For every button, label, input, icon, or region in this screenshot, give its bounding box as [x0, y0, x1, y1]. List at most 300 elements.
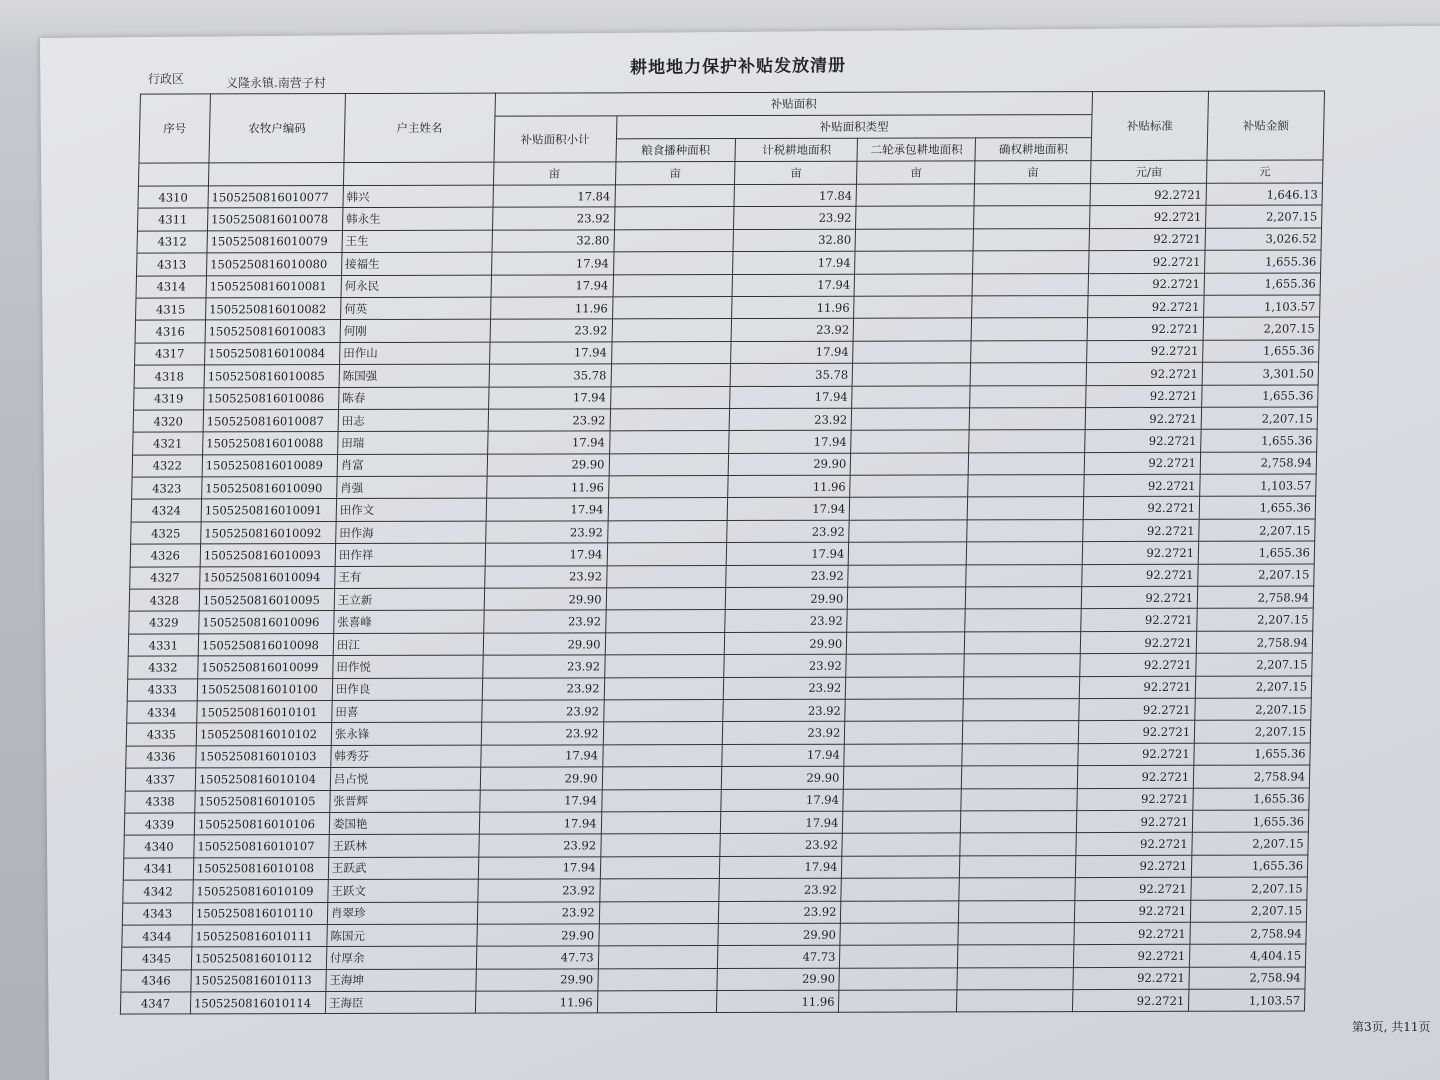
cell-amount: 2,758.94	[1190, 922, 1306, 945]
cell-name: 张晋辉	[330, 790, 480, 813]
cell-code: 1505250816010110	[192, 902, 327, 925]
cell-name: 娄国艳	[329, 812, 479, 835]
cell-tax: 23.92	[723, 699, 845, 722]
cell-seq: 4315	[136, 298, 206, 321]
cell-amount: 1,655.36	[1194, 743, 1310, 766]
table-row	[124, 810, 1309, 835]
cell-tax: 17.84	[734, 184, 856, 207]
cell-grain	[599, 901, 719, 924]
table-row	[134, 362, 1319, 387]
cell-tax: 23.92	[730, 408, 852, 431]
cell-seq: 4327	[130, 567, 200, 590]
table-row	[128, 653, 1313, 678]
cell-seq: 4326	[130, 544, 200, 567]
cell-seq: 4313	[136, 253, 206, 276]
cell-name: 何永民	[341, 275, 491, 298]
cell-area-total: 17.94	[479, 812, 601, 835]
region-value: 义隆永镇.南营子村	[226, 76, 326, 90]
cell-contract	[844, 766, 962, 789]
cell-amount: 2,207.15	[1192, 832, 1308, 855]
cell-seq: 4344	[122, 925, 192, 948]
cell-code: 1505250816010078	[207, 208, 342, 231]
cell-amount: 1,655.36	[1199, 496, 1315, 519]
table-row	[138, 183, 1323, 208]
header-seq: 序号	[139, 94, 210, 163]
cell-code: 1505250816010095	[199, 589, 334, 612]
cell-standard: 92.2721	[1083, 519, 1199, 542]
cell-confirm	[966, 587, 1082, 610]
table-row	[122, 899, 1307, 924]
cell-name: 王跃武	[328, 857, 478, 880]
table-row	[136, 273, 1321, 298]
cell-confirm	[961, 811, 1077, 834]
cell-name: 田作文	[336, 499, 486, 522]
cell-code: 1505250816010092	[201, 521, 336, 544]
cell-tax: 29.90	[722, 766, 844, 789]
cell-grain	[607, 543, 727, 566]
cell-tax: 23.92	[720, 834, 842, 857]
unit-code-blank	[208, 163, 343, 186]
subsidy-table	[120, 90, 1325, 1015]
table-row	[130, 541, 1315, 566]
cell-code: 1505250816010102	[196, 723, 331, 746]
cell-seq: 4314	[136, 275, 206, 298]
cell-area-total: 29.90	[476, 969, 598, 992]
cell-seq: 4336	[126, 746, 196, 769]
cell-contract	[855, 229, 973, 252]
cell-code: 1505250816010101	[197, 701, 332, 724]
cell-tax: 32.80	[733, 229, 855, 252]
table-row	[121, 967, 1306, 992]
cell-grain	[611, 341, 731, 364]
cell-confirm	[961, 788, 1077, 811]
cell-confirm	[964, 676, 1080, 699]
cell-name: 田作海	[336, 521, 486, 544]
cell-amount: 2,207.15	[1190, 899, 1306, 922]
cell-seq: 4310	[138, 186, 208, 209]
cell-tax: 17.94	[733, 251, 855, 274]
cell-tax: 47.73	[718, 945, 840, 968]
cell-tax: 23.92	[724, 677, 846, 700]
cell-amount: 1,655.36	[1202, 384, 1318, 407]
cell-grain	[604, 677, 724, 700]
cell-contract	[854, 296, 972, 319]
cell-area-total: 23.92	[483, 610, 605, 633]
table-row	[125, 788, 1310, 813]
cell-seq: 4331	[128, 634, 198, 657]
cell-confirm	[966, 564, 1082, 587]
cell-seq: 4335	[126, 723, 196, 746]
cell-standard: 92.2721	[1086, 385, 1202, 408]
cell-code: 1505250816010084	[204, 342, 339, 365]
cell-amount: 1,655.36	[1198, 541, 1314, 564]
cell-confirm	[962, 743, 1078, 766]
cell-seq: 4312	[137, 231, 207, 254]
table-row	[126, 743, 1311, 768]
cell-code: 1505250816010083	[205, 320, 340, 343]
cell-amount: 1,103.57	[1200, 474, 1316, 497]
cell-grain	[600, 834, 720, 857]
cell-confirm	[970, 385, 1086, 408]
cell-name: 王跃文	[328, 879, 478, 902]
cell-grain	[610, 386, 730, 409]
cell-amount: 2,207.15	[1191, 877, 1307, 900]
cell-confirm	[967, 519, 1083, 542]
cell-contract	[849, 520, 967, 543]
cell-area-total: 23.92	[490, 319, 612, 342]
cell-area-total: 17.84	[493, 185, 615, 208]
cell-tax: 29.90	[725, 632, 847, 655]
cell-amount: 2,758.94	[1189, 967, 1305, 990]
cell-seq: 4334	[127, 701, 197, 724]
table-row	[130, 564, 1315, 589]
cell-standard: 92.2721	[1078, 743, 1194, 766]
cell-name: 王海臣	[325, 991, 475, 1014]
cell-code: 1505250816010079	[207, 230, 342, 253]
cell-confirm	[959, 900, 1075, 923]
cell-seq: 4347	[120, 992, 190, 1015]
cell-code: 1505250816010109	[193, 880, 328, 903]
cell-seq: 4328	[129, 589, 199, 612]
cell-name: 何英	[340, 297, 490, 320]
cell-standard: 92.2721	[1074, 922, 1190, 945]
cell-area-total: 17.94	[485, 543, 607, 566]
table-body	[120, 183, 1322, 1015]
cell-amount: 2,207.15	[1201, 407, 1317, 430]
cell-contract	[852, 385, 970, 408]
cell-confirm	[963, 721, 1079, 744]
cell-grain	[598, 946, 718, 969]
cell-tax: 35.78	[731, 363, 853, 386]
cell-standard: 92.2721	[1076, 855, 1192, 878]
cell-confirm	[964, 654, 1080, 677]
cell-tax: 23.92	[734, 207, 856, 230]
cell-code: 1505250816010114	[190, 992, 325, 1015]
table-row	[135, 317, 1320, 342]
cell-confirm	[960, 855, 1076, 878]
cell-seq: 4342	[123, 880, 193, 903]
cell-seq: 4316	[135, 320, 205, 343]
subsidy-table-wrapper	[120, 90, 1350, 1015]
table-row	[120, 989, 1305, 1014]
cell-name: 肖强	[337, 476, 487, 499]
cell-contract	[846, 654, 964, 677]
cell-code: 1505250816010108	[193, 857, 328, 880]
cell-standard: 92.2721	[1073, 989, 1189, 1012]
cell-seq: 4346	[121, 970, 191, 993]
cell-contract	[840, 923, 958, 946]
unit-contract: 亩	[857, 161, 975, 184]
header-amount: 补贴金额	[1207, 91, 1324, 160]
cell-code: 1505250816010105	[195, 790, 330, 813]
table-row	[123, 877, 1308, 902]
cell-name: 田瑞	[337, 431, 487, 454]
cell-contract	[852, 363, 970, 386]
cell-standard: 92.2721	[1077, 810, 1193, 833]
cell-grain	[613, 252, 733, 275]
cell-contract	[855, 251, 973, 274]
cell-grain	[602, 744, 722, 767]
cell-grain	[597, 991, 717, 1014]
table-row	[136, 295, 1321, 320]
table-row	[124, 832, 1309, 857]
document-title: 耕地地力保护补贴发放清册	[629, 55, 847, 79]
cell-standard: 92.2721	[1079, 676, 1195, 699]
region-label: 行政区	[148, 72, 185, 86]
cell-contract	[851, 408, 969, 431]
cell-amount: 1,103.57	[1188, 989, 1304, 1012]
table-row	[129, 608, 1314, 633]
cell-amount: 1,103.57	[1204, 295, 1320, 318]
cell-standard: 92.2721	[1087, 318, 1203, 341]
cell-standard: 92.2721	[1090, 206, 1206, 229]
cell-confirm	[972, 273, 1088, 296]
table-row	[121, 944, 1306, 969]
cell-standard: 92.2721	[1081, 609, 1197, 632]
cell-standard: 92.2721	[1088, 295, 1204, 318]
table-row	[122, 922, 1307, 947]
cell-contract	[842, 856, 960, 879]
cell-standard: 92.2721	[1088, 273, 1204, 296]
table-row	[136, 250, 1321, 275]
cell-grain	[606, 565, 726, 588]
cell-contract	[853, 318, 971, 341]
cell-area-total: 32.80	[492, 230, 614, 253]
cell-tax: 23.92	[726, 565, 848, 588]
table-row	[129, 586, 1314, 611]
cell-confirm	[968, 475, 1084, 498]
cell-grain	[605, 632, 725, 655]
cell-grain	[609, 431, 729, 454]
cell-seq: 4317	[135, 343, 205, 366]
cell-confirm	[967, 497, 1083, 520]
cell-standard: 92.2721	[1085, 430, 1201, 453]
cell-code: 1505250816010099	[198, 656, 333, 679]
cell-seq: 4329	[129, 611, 199, 634]
cell-grain	[601, 811, 721, 834]
cell-grain	[615, 185, 735, 208]
cell-standard: 92.2721	[1085, 407, 1201, 430]
cell-confirm	[969, 430, 1085, 453]
cell-confirm	[971, 318, 1087, 341]
cell-name: 张永锋	[331, 723, 481, 746]
cell-grain	[608, 476, 728, 499]
cell-name: 田作悦	[333, 655, 483, 678]
header-contract: 二轮承包耕地面积	[857, 138, 975, 161]
cell-area-total: 23.92	[478, 834, 600, 857]
cell-confirm	[957, 967, 1073, 990]
cell-tax: 29.90	[726, 587, 848, 610]
cell-tax: 17.94	[722, 744, 844, 767]
cell-area-total: 29.90	[483, 633, 605, 656]
cell-tax: 11.96	[717, 990, 839, 1013]
cell-code: 1505250816010089	[202, 454, 337, 477]
cell-confirm	[965, 609, 1081, 632]
cell-name: 王生	[342, 230, 492, 253]
cell-contract	[841, 878, 959, 901]
cell-area-total: 11.96	[486, 476, 608, 499]
cell-standard: 92.2721	[1090, 183, 1206, 206]
cell-area-total: 47.73	[476, 946, 598, 969]
cell-tax: 17.94	[731, 341, 853, 364]
cell-seq: 4338	[125, 790, 195, 813]
cell-grain	[606, 588, 726, 611]
cell-area-total: 29.90	[477, 924, 599, 947]
cell-code: 1505250816010107	[194, 835, 329, 858]
cell-standard: 92.2721	[1081, 586, 1197, 609]
cell-tax: 17.94	[721, 811, 843, 834]
cell-amount: 2,207.15	[1199, 519, 1315, 542]
cell-name: 田志	[338, 409, 488, 432]
unit-name-blank	[343, 162, 493, 185]
cell-confirm	[965, 631, 1081, 654]
cell-area-total: 23.92	[481, 722, 603, 745]
cell-area-total: 35.78	[489, 364, 611, 387]
cell-code: 1505250816010096	[199, 611, 334, 634]
header-confirm: 确权耕地面积	[975, 138, 1091, 161]
cell-area-total: 17.94	[491, 252, 613, 275]
cell-tax: 17.94	[730, 386, 852, 409]
table-row	[131, 496, 1316, 521]
cell-grain	[601, 789, 721, 812]
cell-name: 王跃林	[329, 834, 479, 857]
cell-standard: 92.2721	[1089, 250, 1205, 273]
table-row	[127, 676, 1312, 701]
cell-code: 1505250816010082	[205, 297, 340, 320]
cell-name: 韩兴	[343, 185, 493, 208]
cell-tax: 17.94	[729, 430, 851, 453]
unit-tax: 亩	[735, 161, 857, 184]
cell-area-total: 17.94	[489, 342, 611, 365]
cell-contract	[841, 900, 959, 923]
cell-code: 1505250816010113	[191, 969, 326, 992]
cell-tax: 17.94	[721, 789, 843, 812]
cell-area-total: 17.94	[480, 745, 602, 768]
cell-code: 1505250816010091	[201, 499, 336, 522]
cell-name: 王有	[335, 566, 485, 589]
cell-standard: 92.2721	[1077, 788, 1193, 811]
cell-contract	[854, 273, 972, 296]
cell-code: 1505250816010081	[206, 275, 341, 298]
cell-standard: 92.2721	[1084, 452, 1200, 475]
cell-area-total: 23.92	[478, 879, 600, 902]
cell-tax: 17.94	[727, 542, 849, 565]
cell-contract	[839, 990, 957, 1013]
cell-area-total: 29.90	[487, 454, 609, 477]
cell-name: 付厚余	[326, 946, 476, 969]
cell-grain	[610, 408, 730, 431]
cell-name: 张喜峰	[334, 611, 484, 634]
unit-grain: 亩	[615, 162, 735, 185]
cell-seq: 4325	[131, 522, 201, 545]
cell-confirm	[974, 184, 1090, 207]
cell-tax: 23.92	[725, 610, 847, 633]
cell-contract	[853, 341, 971, 364]
cell-contract	[843, 788, 961, 811]
cell-area-total: 11.96	[490, 297, 612, 320]
table-row	[131, 519, 1316, 544]
cell-name: 肖富	[337, 454, 487, 477]
header-code: 农牧户编码	[209, 94, 345, 163]
cell-confirm	[962, 766, 1078, 789]
cell-grain	[609, 453, 729, 476]
cell-amount: 2,207.15	[1203, 317, 1319, 340]
cell-confirm	[972, 296, 1088, 319]
cell-contract	[851, 430, 969, 453]
cell-standard: 92.2721	[1083, 497, 1199, 520]
cell-grain	[598, 923, 718, 946]
cell-grain	[614, 229, 734, 252]
cell-name: 王立新	[334, 588, 484, 611]
unit-seq-blank	[138, 163, 208, 186]
cell-area-total: 17.94	[488, 386, 610, 409]
cell-seq: 4323	[132, 477, 202, 500]
cell-code: 1505250816010103	[196, 745, 331, 768]
cell-confirm	[968, 452, 1084, 475]
cell-tax: 17.94	[732, 274, 854, 297]
cell-seq: 4339	[124, 813, 194, 836]
header-name: 户主姓名	[344, 93, 495, 162]
cell-contract	[842, 833, 960, 856]
header-area-total: 补贴面积小计	[494, 116, 617, 162]
cell-standard: 92.2721	[1089, 228, 1205, 251]
cell-standard: 92.2721	[1076, 833, 1192, 856]
cell-amount: 2,207.15	[1195, 698, 1311, 721]
cell-amount: 4,404.15	[1189, 944, 1305, 967]
cell-confirm	[957, 990, 1073, 1013]
header-tax: 计税耕地面积	[735, 138, 857, 161]
cell-area-total: 17.94	[487, 431, 609, 454]
cell-tax: 23.92	[732, 319, 854, 342]
table-row	[133, 429, 1318, 454]
cell-amount: 1,655.36	[1191, 855, 1307, 878]
table-row	[132, 452, 1317, 477]
cell-amount: 1,646.13	[1206, 183, 1322, 206]
cell-grain	[600, 856, 720, 879]
cell-contract	[845, 699, 963, 722]
cell-grain	[602, 767, 722, 790]
cell-tax: 29.90	[717, 968, 839, 991]
cell-seq: 4345	[121, 947, 191, 970]
table-row	[125, 765, 1310, 790]
cell-code: 1505250816010111	[192, 924, 327, 947]
unit-confirm: 亩	[975, 161, 1091, 184]
cell-name: 田江	[333, 633, 483, 656]
cell-code: 1505250816010087	[203, 409, 338, 432]
cell-standard: 92.2721	[1080, 653, 1196, 676]
cell-confirm	[959, 878, 1075, 901]
cell-seq: 4319	[134, 387, 204, 410]
cell-confirm	[963, 699, 1079, 722]
cell-area-total: 17.94	[479, 789, 601, 812]
cell-grain	[603, 700, 723, 723]
cell-code: 1505250816010106	[194, 812, 329, 835]
cell-code: 1505250816010098	[198, 633, 333, 656]
cell-amount: 1,655.36	[1205, 250, 1321, 273]
cell-contract	[848, 587, 966, 610]
table-row	[137, 228, 1322, 253]
cell-amount: 2,207.15	[1206, 205, 1322, 228]
cell-area-total: 29.90	[480, 767, 602, 790]
cell-area-total: 11.96	[475, 991, 597, 1014]
cell-standard: 92.2721	[1086, 362, 1202, 385]
cell-standard: 92.2721	[1075, 877, 1191, 900]
cell-code: 1505250816010094	[200, 566, 335, 589]
cell-grain	[613, 274, 733, 297]
cell-name: 陈国强	[339, 364, 489, 387]
cell-standard: 92.2721	[1082, 564, 1198, 587]
cell-amount: 2,207.15	[1197, 608, 1313, 631]
